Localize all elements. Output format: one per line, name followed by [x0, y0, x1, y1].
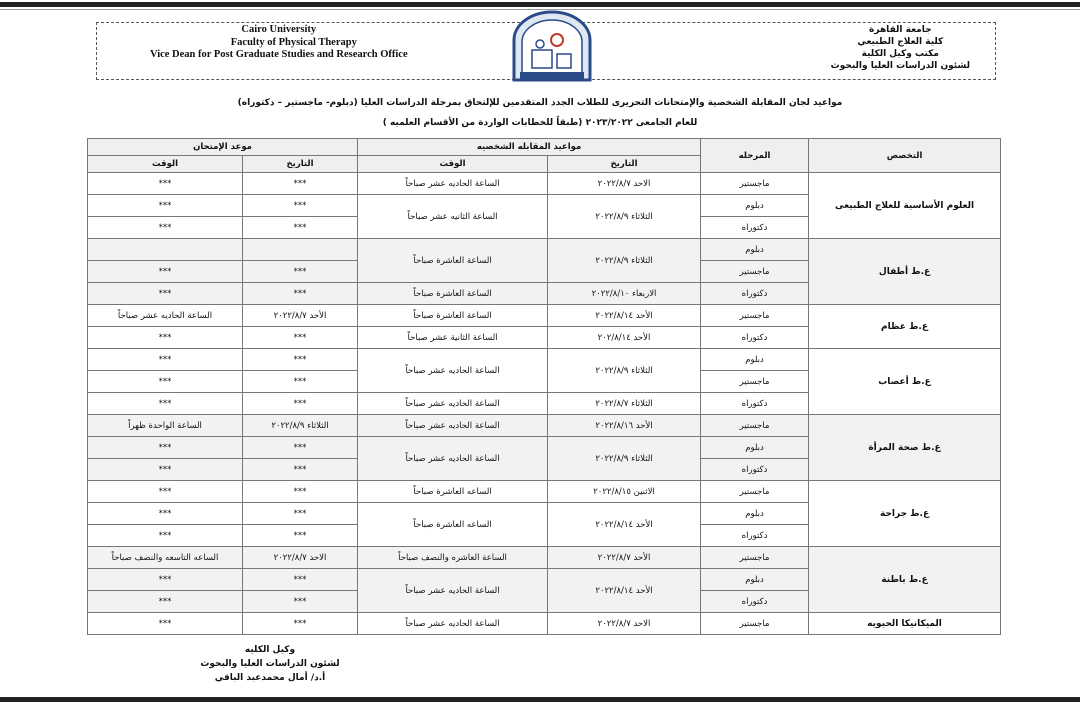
stage-cell: ماجستير: [701, 371, 809, 393]
specialty-cell: ع.ط أعصاب: [809, 349, 1001, 415]
interview-date-cell: الثلاثاء ٢٠٢٢/٨/٩: [548, 195, 701, 239]
office-dept-ar: لشئون الدراسات العليا والبحوث: [830, 61, 970, 71]
interview-time-cell: الساعه العاشرة صباحاً: [358, 481, 548, 503]
interview-time-cell: الساعة الحاديه عشر صباحاً: [358, 569, 548, 613]
exam-time-cell: ***: [88, 195, 243, 217]
header-stage: المرحله: [701, 139, 809, 173]
stage-cell: ماجستير: [701, 305, 809, 327]
interview-time-cell: الساعة الحاديه عشر صباحاً: [358, 437, 548, 481]
exam-time-cell: ***: [88, 393, 243, 415]
interview-date-cell: الأحد ٢٠٢٢/٨/١٤: [548, 503, 701, 547]
exam-time-cell: الساعة الواحدة ظهراً: [88, 415, 243, 437]
stage-cell: دبلوم: [701, 349, 809, 371]
office-name-en: Vice Dean for Post Graduate Studies and Research Office: [150, 49, 408, 60]
faculty-name-ar: كلية العلاج الطبيعي: [857, 37, 944, 47]
header-interview-time: الوقت: [358, 156, 548, 173]
letterhead-english: [150, 24, 408, 62]
exam-date-cell: الثلاثاء ٢٠٢٢/٨/٩: [243, 415, 358, 437]
stage-cell: ماجستير: [701, 481, 809, 503]
exam-date-cell: ***: [243, 283, 358, 305]
interview-date-cell: الثلاثاء ٢٠٢٢/٨/٩: [548, 437, 701, 481]
faculty-name-en: Faculty of Physical Therapy: [230, 36, 357, 48]
specialty-cell: ع.ط صحة المرأة: [809, 415, 1001, 481]
document-subtitle: للعام الجامعى ٢٠٢٣/٢٠٢٢ (طبقاً للخطابات الواردة من الأقسام العلميه ): [382, 118, 698, 128]
university-name-ar: جامعة القاهرة: [869, 25, 932, 35]
stage-cell: دكتوراه: [701, 283, 809, 305]
exam-date-cell: ***: [243, 371, 358, 393]
specialty-cell: ع.ط أطفال: [809, 239, 1001, 305]
exam-date-cell: ***: [243, 459, 358, 481]
top-border: [0, 2, 1080, 7]
header-interview-date: التاريخ: [548, 156, 701, 173]
interview-date-cell: الاحد ٢٠٢٢/٨/٧: [548, 613, 701, 635]
stage-cell: دبلوم: [701, 239, 809, 261]
exam-time-cell: ***: [88, 591, 243, 613]
header-exam-time: الوقت: [88, 156, 243, 173]
stage-cell: دكتوراه: [701, 591, 809, 613]
stage-cell: دبلوم: [701, 437, 809, 459]
exam-date-cell: الأحد ٢٠٢٢/٨/٧: [243, 305, 358, 327]
interview-time-cell: الساعة الثانية عشر صباحاً: [358, 327, 548, 349]
specialty-cell: ع.ط باطنة: [809, 547, 1001, 613]
signature-block: [200, 643, 340, 685]
interview-date-cell: الأحد ٢٠٢/٨/١٤: [548, 327, 701, 349]
schedule-table: [87, 138, 1001, 635]
interview-date-cell: الأحد ٢٠٢٢/٨/٧: [548, 547, 701, 569]
table-row: [88, 349, 1001, 371]
specialty-cell: ع.ط عظام: [809, 305, 1001, 349]
interview-time-cell: الساعة الحاديه عشر صباحاً: [358, 393, 548, 415]
exam-time-cell: ***: [88, 437, 243, 459]
interview-date-cell: الثلاثاء ٢٠٢٢/٨/٩: [548, 239, 701, 283]
exam-time-cell: الساعة الحاديه عشر صباحاً: [88, 305, 243, 327]
exam-date-cell: ***: [243, 261, 358, 283]
exam-time-cell: ***: [88, 327, 243, 349]
exam-time-cell: ***: [88, 371, 243, 393]
interview-time-cell: الساعة الحاديه عشر صباحاً: [358, 415, 548, 437]
interview-date-cell: الاربعاء ٢٠٢٢/٨/١٠: [548, 283, 701, 305]
exam-date-cell: ***: [243, 503, 358, 525]
exam-date-cell: ***: [243, 591, 358, 613]
header-exam-date: التاريخ: [243, 156, 358, 173]
exam-date-cell: ***: [243, 195, 358, 217]
table-row: [88, 547, 1001, 569]
signature-name: أ.د/ أمال محمدعبد الباقي: [214, 673, 326, 683]
stage-cell: دكتوراه: [701, 217, 809, 239]
interview-date-cell: الثلاثاء ٢٠٢٢/٨/٧: [548, 393, 701, 415]
exam-date-cell: ***: [243, 437, 358, 459]
exam-time-cell: [88, 239, 243, 261]
stage-cell: ماجستير: [701, 547, 809, 569]
stage-cell: دكتوراه: [701, 393, 809, 415]
stage-cell: دبلوم: [701, 503, 809, 525]
schedule-body: [88, 173, 1001, 635]
exam-date-cell: ***: [243, 327, 358, 349]
university-name-en: Cairo University: [241, 24, 317, 35]
interview-time-cell: الساعه العاشرة صباحاً: [358, 503, 548, 547]
stage-cell: دكتوراه: [701, 459, 809, 481]
exam-date-cell: ***: [243, 569, 358, 591]
table-row: [88, 481, 1001, 503]
document-title: مواعيد لجان المقابلة الشخصية والإمتحانات التحريرى للطلاب الجدد المتقدمين للإلتحاق بمرحلة الدراسات العليا (دبلوم- ماجستير – دكتوراه): [237, 98, 843, 108]
table-row: [88, 613, 1001, 635]
stage-cell: دكتوراه: [701, 327, 809, 349]
interview-time-cell: الساعة العاشرة صباحاً: [358, 283, 548, 305]
signature-office: لشئون الدراسات العليا والبحوث: [200, 659, 340, 669]
specialty-cell: العلوم الأساسية للعلاج الطبيعى: [809, 173, 1001, 239]
exam-time-cell: ***: [88, 217, 243, 239]
exam-time-cell: ***: [88, 283, 243, 305]
interview-date-cell: الاثنين ٢٠٢٢/٨/١٥: [548, 481, 701, 503]
exam-time-cell: الساعه التاسعه والنصف صباحاً: [88, 547, 243, 569]
interview-time-cell: الساعة العاشرة صباحاً: [358, 305, 548, 327]
stage-cell: ماجستير: [701, 173, 809, 195]
table-row: [88, 305, 1001, 327]
exam-date-cell: ***: [243, 613, 358, 635]
table-row: [88, 415, 1001, 437]
interview-time-cell: الساعة الحاديه عشر صباحاً: [358, 349, 548, 393]
exam-time-cell: ***: [88, 261, 243, 283]
stage-cell: دبلوم: [701, 569, 809, 591]
exam-date-cell: ***: [243, 481, 358, 503]
header-interview: مواعيد المقابله الشخصيه: [358, 139, 701, 156]
exam-date-cell: ***: [243, 217, 358, 239]
exam-date-cell: ***: [243, 393, 358, 415]
exam-date-cell: ***: [243, 173, 358, 195]
interview-date-cell: الأحد ٢٠٢٢/٨/١٤: [548, 569, 701, 613]
letterhead-arabic: [831, 24, 970, 72]
interview-time-cell: الساعة الحاديه عشر صباحاً: [358, 173, 548, 195]
exam-time-cell: ***: [88, 503, 243, 525]
exam-time-cell: ***: [88, 173, 243, 195]
interview-date-cell: الأحد ٢٠٢٢/٨/١٦: [548, 415, 701, 437]
specialty-cell: ع.ط جراحة: [809, 481, 1001, 547]
exam-date-cell: ***: [243, 525, 358, 547]
interview-date-cell: الاحد ٢٠٢٢/٨/٧: [548, 173, 701, 195]
exam-date-cell: [243, 239, 358, 261]
exam-time-cell: ***: [88, 349, 243, 371]
interview-date-cell: الثلاثاء ٢٠٢٢/٨/٩: [548, 349, 701, 393]
exam-time-cell: ***: [88, 481, 243, 503]
stage-cell: ماجستير: [701, 415, 809, 437]
office-name-ar: مكتب وكيل الكلية: [861, 49, 939, 59]
interview-date-cell: الأحد ٢٠٢٢/٨/١٤: [548, 305, 701, 327]
exam-time-cell: ***: [88, 613, 243, 635]
signature-title: وكيل الكليه: [244, 645, 296, 655]
stage-cell: دكتوراه: [701, 525, 809, 547]
stage-cell: ماجستير: [701, 261, 809, 283]
stage-cell: دبلوم: [701, 195, 809, 217]
bottom-border: [0, 697, 1080, 702]
exam-date-cell: الاحد ٢٠٢٢/٨/٧: [243, 547, 358, 569]
interview-time-cell: الساعة العاشرة صباحاً: [358, 239, 548, 283]
exam-time-cell: ***: [88, 459, 243, 481]
table-row: [88, 173, 1001, 195]
table-row: [88, 239, 1001, 261]
stage-cell: ماجستير: [701, 613, 809, 635]
header-specialty: التخصص: [809, 139, 1001, 173]
interview-time-cell: الساعة الحاديه عشر صباحاً: [358, 613, 548, 635]
exam-date-cell: ***: [243, 349, 358, 371]
interview-time-cell: الساعة الثانيه عشر صباحاً: [358, 195, 548, 239]
exam-time-cell: ***: [88, 569, 243, 591]
interview-time-cell: الساعة العاشره والنصف صباحاً: [358, 547, 548, 569]
specialty-cell: الميكانيكا الحيويه: [809, 613, 1001, 635]
exam-time-cell: ***: [88, 525, 243, 547]
header-exam: موعد الإمتحان: [88, 139, 358, 156]
faculty-logo: [502, 10, 602, 82]
